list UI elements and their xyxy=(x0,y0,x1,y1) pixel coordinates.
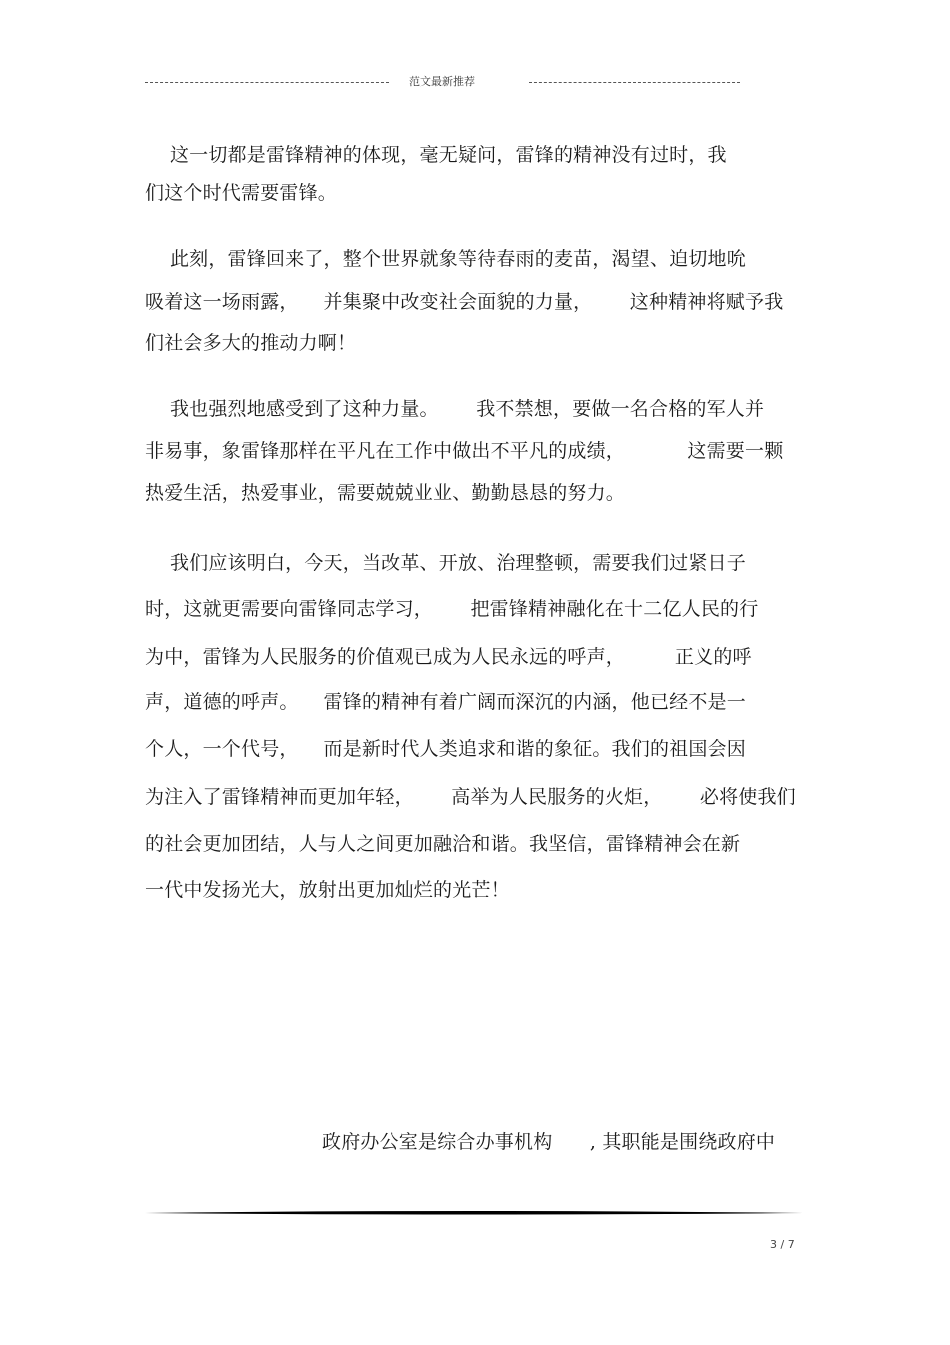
paragraph-2-line-1: 此刻，雷锋回来了，整个世界就象等待春雨的麦苗，渴望、迫切地吮 xyxy=(145,248,746,270)
header-divider-left xyxy=(145,82,389,83)
paragraph-4-line-2: 时，这就更需要向雷锋同志学习， 把雷锋精神融化在十二亿人民的行 xyxy=(145,598,759,620)
paragraph-2-line-2: 吸着这一场雨露， 并集聚中改变社会面貌的力量， 这种精神将赋予我 xyxy=(145,291,784,313)
header-title: 范文最新推荐 xyxy=(409,75,475,88)
footer-rule xyxy=(145,1210,803,1216)
header-divider-right xyxy=(529,82,740,83)
page-number: 3 / 7 xyxy=(770,1238,795,1251)
trailing-text-line: 政府办公室是综合办事机构 , 其职能是围绕政府中 xyxy=(322,1131,776,1153)
paragraph-4-line-5: 个人，一个代号， 而是新时代人类追求和谐的象征。我们的祖国会因 xyxy=(145,738,746,760)
paragraph-4-line-6: 为注入了雷锋精神而更加年轻， 高举为人民服务的火炬， 必将使我们 xyxy=(145,786,796,808)
paragraph-3-line-1: 我也强烈地感受到了这种力量。 我不禁想，要做一名合格的军人并 xyxy=(145,398,765,420)
paragraph-3-line-3: 热爱生活，热爱事业，需要兢兢业业、勤勤恳恳的努力。 xyxy=(145,482,626,504)
paragraph-4-line-3: 为中，雷锋为人民服务的价值观已成为人民永远的呼声， 正义的呼 xyxy=(145,646,752,668)
paragraph-2-line-3: 们社会多大的推动力啊！ xyxy=(145,332,357,354)
paragraph-1-line-1: 这一切都是雷锋精神的体现，毫无疑问，雷锋的精神没有过时，我 xyxy=(145,144,727,166)
paragraph-4-line-4: 声，道德的呼声。 雷锋的精神有着广阔而深沉的内涵，他已经不是一 xyxy=(145,691,746,713)
paragraph-4-line-7: 的社会更加团结，人与人之间更加融洽和谐。我坚信，雷锋精神会在新 xyxy=(145,833,741,855)
paragraph-4-line-1: 我们应该明白，今天，当改革、开放、治理整顿，需要我们过紧日子 xyxy=(145,552,746,574)
paragraph-4-line-8: 一代中发扬光大，放射出更加灿烂的光芒！ xyxy=(145,879,510,901)
paragraph-1-line-2: 们这个时代需要雷锋。 xyxy=(145,182,338,204)
paragraph-3-line-2: 非易事，象雷锋那样在平凡在工作中做出不平凡的成绩， 这需要一颗 xyxy=(145,440,784,462)
page-header xyxy=(145,74,740,90)
